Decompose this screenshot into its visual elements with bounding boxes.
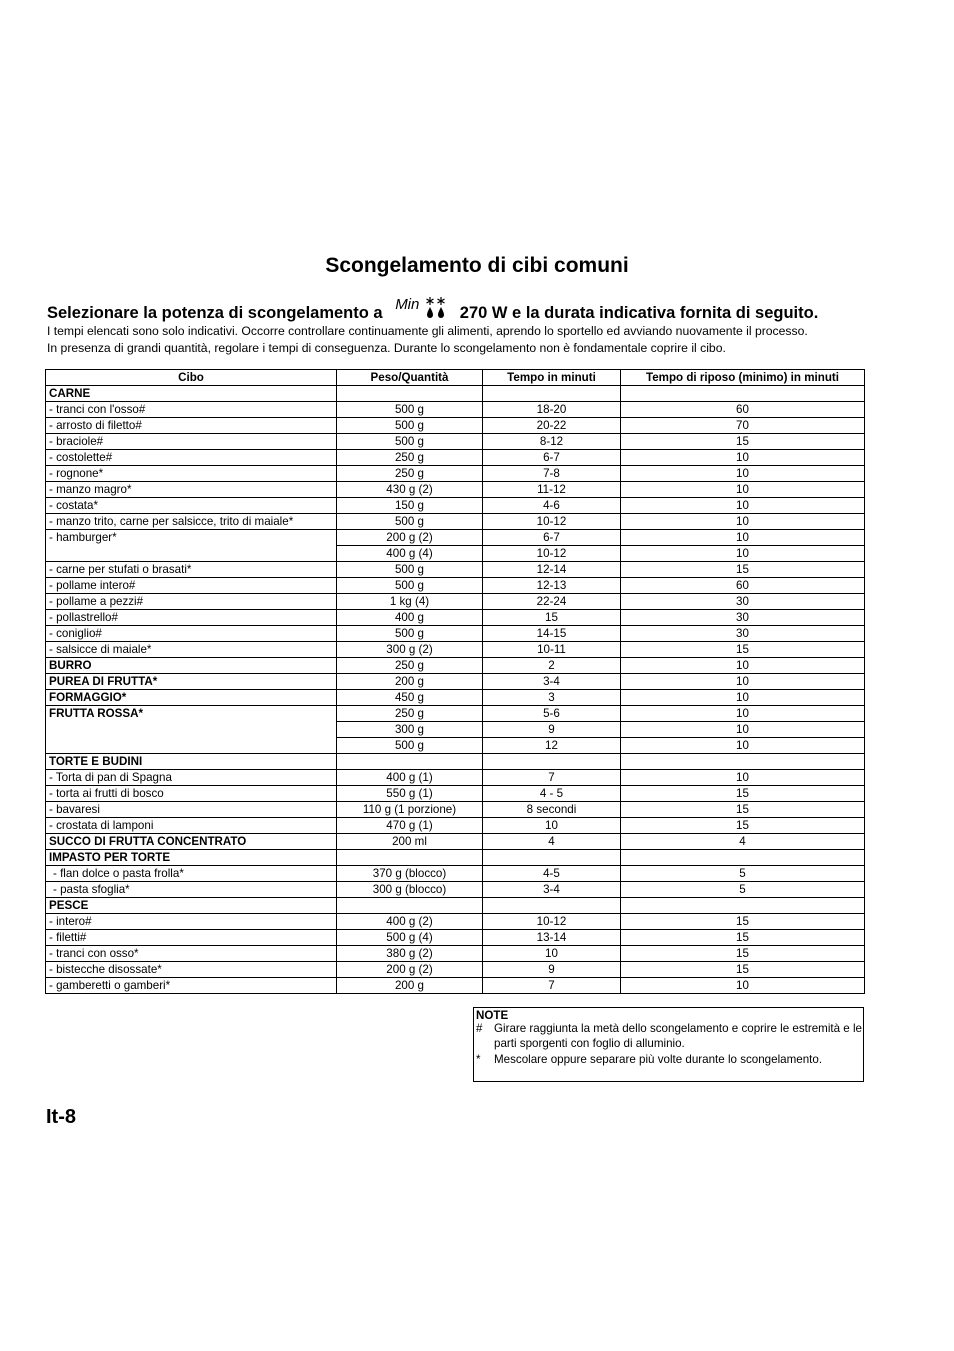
cell-rest: 15 xyxy=(621,642,865,658)
table-row xyxy=(46,530,865,546)
cell-food: - arrosto di filetto# xyxy=(46,418,337,434)
cell-food: - pollame a pezzi# xyxy=(46,594,337,610)
cell-quantity: 500 g xyxy=(337,562,483,578)
cell-time: 13-14 xyxy=(483,930,621,946)
cell-quantity: 400 g (4) xyxy=(337,546,483,562)
cell-time: 7 xyxy=(483,770,621,786)
cell-rest: 10 xyxy=(621,706,865,722)
cell-time: 9 xyxy=(483,722,621,738)
cell-rest: 15 xyxy=(621,434,865,450)
cell-quantity: 250 g xyxy=(337,450,483,466)
cell-quantity: 200 g (2) xyxy=(337,530,483,546)
cell-rest: 10 xyxy=(621,770,865,786)
cell-food xyxy=(46,546,337,562)
intro-text xyxy=(47,323,917,356)
cell-time: 7-8 xyxy=(483,466,621,482)
cell-food: - tranci con l'osso# xyxy=(46,402,337,418)
cell-food: - salsicce di maiale* xyxy=(46,642,337,658)
cell-time: 3-4 xyxy=(483,674,621,690)
cell-quantity xyxy=(337,850,483,866)
cell-rest: 15 xyxy=(621,818,865,834)
cell-time: 22-24 xyxy=(483,594,621,610)
cell-rest: 10 xyxy=(621,498,865,514)
cell-rest: 10 xyxy=(621,482,865,498)
table-row xyxy=(46,770,865,786)
cell-quantity: 150 g xyxy=(337,498,483,514)
cell-quantity: 500 g xyxy=(337,578,483,594)
cell-rest: 30 xyxy=(621,594,865,610)
cell-food: PUREA DI FRUTTA* xyxy=(46,674,337,690)
table-row xyxy=(46,674,865,690)
cell-time: 12-14 xyxy=(483,562,621,578)
cell-food: - manzo magro* xyxy=(46,482,337,498)
cell-rest xyxy=(621,850,865,866)
cell-quantity: 200 g xyxy=(337,978,483,994)
instruction-heading xyxy=(47,296,907,323)
cell-food: SUCCO DI FRUTTA CONCENTRATO xyxy=(46,834,337,850)
cell-food: CARNE xyxy=(46,386,337,402)
cell-time: 20-22 xyxy=(483,418,621,434)
cell-time: 10-11 xyxy=(483,642,621,658)
cell-food: TORTE E BUDINI xyxy=(46,754,337,770)
cell-rest: 60 xyxy=(621,402,865,418)
cell-quantity: 110 g (1 porzione) xyxy=(337,802,483,818)
cell-rest: 30 xyxy=(621,610,865,626)
cell-time: 6-7 xyxy=(483,450,621,466)
table-row xyxy=(46,706,865,722)
cell-time: 10 xyxy=(483,818,621,834)
page-title: Scongelamento di cibi comuni xyxy=(325,254,629,277)
cell-quantity: 550 g (1) xyxy=(337,786,483,802)
cell-rest: 10 xyxy=(621,722,865,738)
intro-line-1: I tempi elencati sono solo indicativi. Occorre controllare continuamente gli alimenti, aprendo lo sportello ed avviando nuovamente il processo. xyxy=(47,324,808,338)
note-symbol: # xyxy=(476,1022,483,1035)
table-row xyxy=(46,962,865,978)
cell-time: 10 xyxy=(483,946,621,962)
table-row xyxy=(46,866,865,882)
cell-food: - Torta di pan di Spagna xyxy=(46,770,337,786)
cell-quantity: 500 g xyxy=(337,434,483,450)
cell-rest: 10 xyxy=(621,658,865,674)
cell-food: - pollastrello# xyxy=(46,610,337,626)
cell-food: - manzo trito, carne per salsicce, trito di maiale* xyxy=(46,514,337,530)
cell-food: - rognone* xyxy=(46,466,337,482)
cell-quantity xyxy=(337,754,483,770)
cell-quantity: 500 g xyxy=(337,418,483,434)
cell-rest xyxy=(621,754,865,770)
cell-time: 9 xyxy=(483,962,621,978)
cell-quantity: 500 g xyxy=(337,626,483,642)
cell-food: - braciole# xyxy=(46,434,337,450)
table-row xyxy=(46,466,865,482)
cell-time: 10-12 xyxy=(483,546,621,562)
cell-rest: 10 xyxy=(621,450,865,466)
cell-rest: 15 xyxy=(621,946,865,962)
table-row xyxy=(46,658,865,674)
cell-rest: 15 xyxy=(621,786,865,802)
cell-time xyxy=(483,754,621,770)
cell-rest: 10 xyxy=(621,530,865,546)
cell-rest: 10 xyxy=(621,674,865,690)
cell-food xyxy=(46,722,337,738)
table-row xyxy=(46,626,865,642)
cell-food: - crostata di lamponi xyxy=(46,818,337,834)
cell-food: - gamberetti o gamberi* xyxy=(46,978,337,994)
table-row xyxy=(46,786,865,802)
cell-rest: 10 xyxy=(621,514,865,530)
intro-line-2: In presenza di grandi quantità, regolare i tempi di conseguenza. Durante lo scongelamento non è fondamentale coprire il cibo. xyxy=(47,340,726,355)
cell-rest: 15 xyxy=(621,962,865,978)
cell-rest: 4 xyxy=(621,834,865,850)
cell-quantity: 400 g (2) xyxy=(337,914,483,930)
table-row xyxy=(46,594,865,610)
cell-time: 4 - 5 xyxy=(483,786,621,802)
cell-rest: 10 xyxy=(621,466,865,482)
note-symbol: * xyxy=(476,1053,481,1066)
note-text: Girare raggiunta la metà dello scongelamento e coprire le estremità e le parti sporgenti con foglio di alluminio. xyxy=(494,1022,862,1050)
cell-quantity: 500 g (4) xyxy=(337,930,483,946)
cell-food: PESCE xyxy=(46,898,337,914)
defrost-icon xyxy=(425,296,447,322)
cell-rest: 30 xyxy=(621,626,865,642)
cell-time: 5-6 xyxy=(483,706,621,722)
cell-food: FORMAGGIO* xyxy=(46,690,337,706)
cell-food: - torta ai frutti di bosco xyxy=(46,786,337,802)
table-row xyxy=(46,946,865,962)
cell-quantity: 300 g (2) xyxy=(337,642,483,658)
cell-rest: 10 xyxy=(621,690,865,706)
note-item xyxy=(474,1053,863,1068)
notes-box xyxy=(473,1007,864,1082)
cell-food xyxy=(46,738,337,754)
cell-time: 12 xyxy=(483,738,621,754)
table-row xyxy=(46,882,865,898)
cell-time: 6-7 xyxy=(483,530,621,546)
cell-quantity: 450 g xyxy=(337,690,483,706)
table-row xyxy=(46,482,865,498)
cell-time xyxy=(483,898,621,914)
table-row xyxy=(46,914,865,930)
cell-time: 8-12 xyxy=(483,434,621,450)
cell-time: 15 xyxy=(483,610,621,626)
cell-time: 11-12 xyxy=(483,482,621,498)
cell-quantity xyxy=(337,898,483,914)
cell-food: - tranci con osso* xyxy=(46,946,337,962)
cell-time: 3-4 xyxy=(483,882,621,898)
header-rest: Tempo di riposo (minimo) in minuti xyxy=(621,370,865,386)
cell-quantity: 300 g xyxy=(337,722,483,738)
cell-time: 10-12 xyxy=(483,514,621,530)
cell-quantity: 370 g (blocco) xyxy=(337,866,483,882)
cell-time: 3 xyxy=(483,690,621,706)
cell-food: - carne per stufati o brasati* xyxy=(46,562,337,578)
table-row xyxy=(46,898,865,914)
cell-quantity: 250 g xyxy=(337,706,483,722)
cell-food: - filetti# xyxy=(46,930,337,946)
cell-rest: 15 xyxy=(621,930,865,946)
cell-time: 4-6 xyxy=(483,498,621,514)
cell-quantity: 400 g (1) xyxy=(337,770,483,786)
cell-time xyxy=(483,850,621,866)
cell-food: - costata* xyxy=(46,498,337,514)
cell-food: FRUTTA ROSSA* xyxy=(46,706,337,722)
table-row xyxy=(46,978,865,994)
table-body xyxy=(46,386,865,994)
cell-quantity: 400 g xyxy=(337,610,483,626)
cell-quantity: 380 g (2) xyxy=(337,946,483,962)
notes-title: NOTE xyxy=(476,1009,509,1022)
cell-food: IMPASTO PER TORTE xyxy=(46,850,337,866)
cell-quantity: 500 g xyxy=(337,738,483,754)
cell-quantity: 200 g (2) xyxy=(337,962,483,978)
table-row xyxy=(46,802,865,818)
cell-rest: 5 xyxy=(621,866,865,882)
table-row xyxy=(46,690,865,706)
cell-rest: 10 xyxy=(621,546,865,562)
cell-food: BURRO xyxy=(46,658,337,674)
note-item xyxy=(474,1022,863,1051)
cell-food: - intero# xyxy=(46,914,337,930)
defrost-min-label: Min xyxy=(395,296,420,313)
cell-quantity: 1 kg (4) xyxy=(337,594,483,610)
cell-quantity: 300 g (blocco) xyxy=(337,882,483,898)
page-number: It-8 xyxy=(46,1106,76,1128)
cell-food: - coniglio# xyxy=(46,626,337,642)
cell-time xyxy=(483,386,621,402)
cell-quantity: 470 g (1) xyxy=(337,818,483,834)
cell-rest: 5 xyxy=(621,882,865,898)
table-row xyxy=(46,818,865,834)
cell-time: 2 xyxy=(483,658,621,674)
cell-rest: 15 xyxy=(621,562,865,578)
table-row xyxy=(46,418,865,434)
cell-food: - pollame intero# xyxy=(46,578,337,594)
cell-time: 8 secondi xyxy=(483,802,621,818)
defrost-table xyxy=(45,369,865,994)
cell-quantity: 430 g (2) xyxy=(337,482,483,498)
cell-food: - bavaresi xyxy=(46,802,337,818)
cell-quantity: 500 g xyxy=(337,514,483,530)
table-row xyxy=(46,386,865,402)
header-food: Cibo xyxy=(46,370,337,386)
cell-food: - hamburger* xyxy=(46,530,337,546)
table-row xyxy=(46,498,865,514)
header-time: Tempo in minuti xyxy=(483,370,621,386)
cell-time: 12-13 xyxy=(483,578,621,594)
table-row xyxy=(46,578,865,594)
table-row xyxy=(46,930,865,946)
table-row xyxy=(46,722,865,738)
table-row xyxy=(46,402,865,418)
cell-time: 14-15 xyxy=(483,626,621,642)
cell-rest: 15 xyxy=(621,802,865,818)
cell-rest: 15 xyxy=(621,914,865,930)
cell-rest: 10 xyxy=(621,738,865,754)
table-row xyxy=(46,754,865,770)
cell-rest: 60 xyxy=(621,578,865,594)
table-header-row xyxy=(46,370,865,386)
instruction-heading-start: Selezionare la potenza di scongelamento a xyxy=(47,304,383,322)
cell-time: 4-5 xyxy=(483,866,621,882)
cell-quantity: 200 ml xyxy=(337,834,483,850)
cell-food: - flan dolce o pasta frolla* xyxy=(46,866,337,882)
table-row xyxy=(46,850,865,866)
cell-rest xyxy=(621,898,865,914)
cell-time: 7 xyxy=(483,978,621,994)
table-row xyxy=(46,642,865,658)
table-row xyxy=(46,738,865,754)
cell-quantity xyxy=(337,386,483,402)
cell-rest: 10 xyxy=(621,978,865,994)
cell-quantity: 250 g xyxy=(337,658,483,674)
table-row xyxy=(46,546,865,562)
cell-quantity: 250 g xyxy=(337,466,483,482)
cell-rest xyxy=(621,386,865,402)
cell-quantity: 500 g xyxy=(337,402,483,418)
header-quantity: Peso/Quantità xyxy=(337,370,483,386)
cell-food: - pasta sfoglia* xyxy=(46,882,337,898)
table-row xyxy=(46,562,865,578)
table-row xyxy=(46,450,865,466)
table-row xyxy=(46,834,865,850)
cell-quantity: 200 g xyxy=(337,674,483,690)
defrost-symbol xyxy=(393,296,451,322)
cell-time: 10-12 xyxy=(483,914,621,930)
cell-food: - bistecche disossate* xyxy=(46,962,337,978)
cell-rest: 70 xyxy=(621,418,865,434)
cell-food: - costolette# xyxy=(46,450,337,466)
table-row xyxy=(46,514,865,530)
instruction-heading-end: 270 W e la durata indicativa fornita di seguito. xyxy=(459,304,819,322)
cell-time: 4 xyxy=(483,834,621,850)
note-text: Mescolare oppure separare più volte durante lo scongelamento. xyxy=(494,1053,823,1066)
table-row xyxy=(46,610,865,626)
table-row xyxy=(46,434,865,450)
cell-time: 18-20 xyxy=(483,402,621,418)
